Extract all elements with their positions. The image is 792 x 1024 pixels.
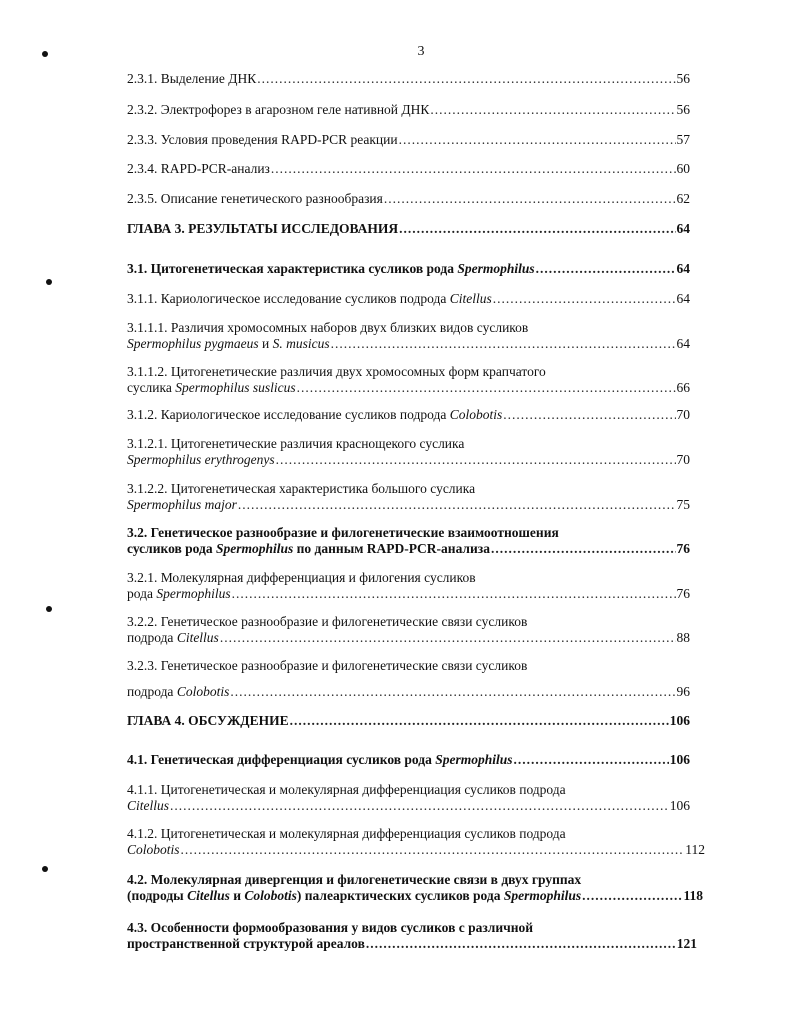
- toc-entry-3-1-1: 3.1.1. Кариологическое исследование сусликов подрода Citellus ..... 64: [127, 291, 690, 307]
- toc-entry-3-1-2-1: 3.1.2.1. Цитогенетические различия краснощекого суслика Spermophilus erythrogenys ..... 70: [127, 436, 690, 468]
- toc-page-number: 106: [669, 713, 690, 728]
- toc-entry-2-3-2: 2.3.2. Электрофорез в агарозном геле нативной ДНК ..... 56: [127, 102, 690, 118]
- toc-page-number: 64: [676, 221, 690, 236]
- toc-page-number: 118: [683, 888, 703, 903]
- toc-page-number: 76: [676, 586, 690, 601]
- toc-page-number: 64: [676, 291, 690, 306]
- toc-section-4-2: 4.2. Молекулярная дивергенция и филогенетические связи в двух группах (подроды Citellus и Colobotis) палеарктических сусликов рода Spermophilus ..... 118: [127, 872, 703, 904]
- toc-page-number: 56: [676, 102, 690, 117]
- page-number: 3: [417, 44, 425, 59]
- toc-section-4-1: 4.1. Генетическая дифференциация сусликов рода Spermophilus ..... 106: [127, 752, 690, 768]
- toc-page-number: 62: [676, 191, 690, 206]
- toc-page-number: 96: [676, 684, 690, 699]
- toc-page-number: 60: [676, 161, 690, 176]
- toc-entry-4-1-2: 4.1.2. Цитогенетическая и молекулярная дифференциация сусликов подрода Colobotis ..... 112: [127, 826, 705, 858]
- toc-page-number: 106: [669, 752, 690, 767]
- binding-hole-mark: [42, 866, 48, 872]
- toc-entry-2-3-4: 2.3.4. RAPD-PCR-анализ ..... 60: [127, 161, 690, 177]
- toc-page-number: 106: [669, 798, 690, 813]
- toc-page-number: 70: [676, 407, 690, 422]
- toc-page-number: 64: [676, 261, 690, 276]
- binding-hole-mark: [42, 51, 48, 57]
- toc-section-4-3: 4.3. Особенности формообразования у видов сусликов с различной пространственной структурой ареалов ..... 121: [127, 920, 697, 952]
- toc-entry-3-2-1: 3.2.1. Молекулярная дифференциация и филогения сусликов рода Spermophilus ..... 76: [127, 570, 690, 602]
- toc-entry-3-2-3: 3.2.3. Генетическое разнообразие и филогенетические связи сусликов подрода Colobotis ..... 96: [127, 658, 690, 700]
- toc-page-number: 57: [676, 132, 690, 147]
- binding-hole-mark: [46, 279, 52, 285]
- toc-page-number: 64: [676, 336, 690, 351]
- toc-page-number: 76: [676, 541, 690, 556]
- toc-section-3-2: 3.2. Генетическое разнообразие и филогенетические взаимоотношения сусликов рода Spermophilus по данным RAPD-PCR-анализа ..... 76: [127, 525, 690, 557]
- toc-section-3-1: 3.1. Цитогенетическая характеристика сусликов рода Spermophilus ..... 64: [127, 261, 690, 277]
- toc-page-number: 70: [676, 452, 690, 467]
- toc-entry-3-1-2: 3.1.2. Кариологическое исследование сусликов подрода Colobotis ..... 70: [127, 407, 690, 423]
- toc-entry-3-1-1-1: 3.1.1.1. Различия хромосомных наборов двух близких видов сусликов Spermophilus pygmaeus и S. musicus ..... 64: [127, 320, 690, 352]
- toc-entry-3-2-2: 3.2.2. Генетическое разнообразие и филогенетические связи сусликов подрода Citellus ..... 88: [127, 614, 690, 646]
- toc-page-number: 121: [676, 936, 697, 951]
- toc-page-number: 112: [685, 842, 705, 857]
- toc-page-number: 66: [676, 380, 690, 395]
- toc-entry-4-1-1: 4.1.1. Цитогенетическая и молекулярная дифференциация сусликов подрода Citellus ..... 106: [127, 782, 690, 814]
- binding-hole-mark: [46, 606, 52, 612]
- toc-page-number: 56: [676, 71, 690, 86]
- toc-entry-3-1-1-2: 3.1.1.2. Цитогенетические различия двух хромосомных форм крапчатого суслика Spermophilus suslicus ..... 66: [127, 364, 690, 396]
- toc-entry-2-3-5: 2.3.5. Описание генетического разнообразия ..... 62: [127, 191, 690, 207]
- toc-entry-3-1-2-2: 3.1.2.2. Цитогенетическая характеристика большого суслика Spermophilus major ..... 75: [127, 481, 690, 513]
- toc-chapter-3: ГЛАВА 3. РЕЗУЛЬТАТЫ ИССЛЕДОВАНИЯ ..... 64: [127, 221, 690, 237]
- toc-page-number: 88: [676, 630, 690, 645]
- toc-entry-2-3-3: 2.3.3. Условия проведения RAPD-PCR реакции ..... 57: [127, 132, 690, 148]
- toc-chapter-4: ГЛАВА 4. ОБСУЖДЕНИЕ ..... 106: [127, 713, 690, 729]
- toc-page-number: 75: [676, 497, 690, 512]
- toc-entry-2-3-1: 2.3.1. Выделение ДНК ..... 56: [127, 71, 690, 87]
